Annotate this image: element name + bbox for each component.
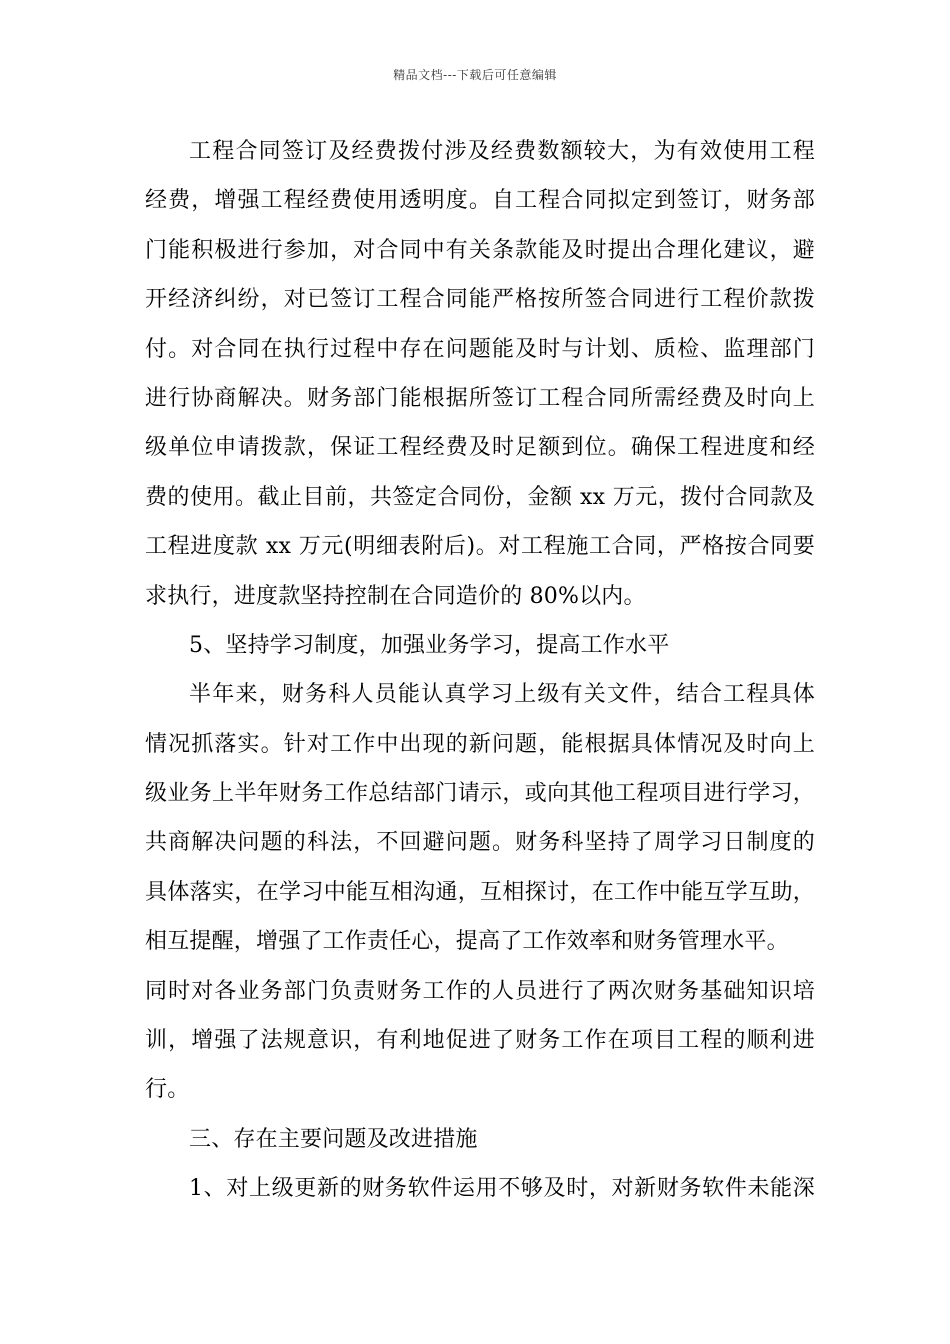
text-line: 训，增强了法规意识，有利地促进了财务工作在项目工程的顺利进 [145,1028,815,1054]
text-line: 同时对各业务部门负责财务工作的人员进行了两次财务基础知识培 [145,978,815,1004]
text-line: 级单位申请拨款，保证工程经费及时足额到位。确保工程进度和经 [145,435,815,461]
text-line: 三、存在主要问题及改进措施 [189,1126,478,1152]
text-line: 开经济纠纷，对已签订工程合同能严格按所签合同进行工程价款拨 [145,287,815,313]
text-line: 工程合同签订及经费拨付涉及经费数额较大，为有效使用工程 [189,139,815,164]
page-header: 精品文档---下载后可任意编辑 [393,68,557,82]
text-line: 求执行，进度款坚持控制在合同造价的 80%以内。 [145,583,646,609]
text-line: 半年来，财务科人员能认真学习上级有关文件，结合工程具体 [189,682,815,708]
text-line: 行。 [145,1077,190,1103]
text-line: 级业务上半年财务工作总结部门请示，或向其他工程项目进行学习， [145,781,815,807]
text-line: 情况抓落实。针对工作中出现的新问题，能根据具体情况及时向上 [145,731,815,757]
text-line: 共商解决问题的科法，不回避问题。财务科坚持了周学习日制度的 [145,830,815,856]
text-line: 相互提醒，增强了工作责任心，提高了工作效率和财务管理水平。 [145,929,789,955]
text-line: 1、对上级更新的财务软件运用不够及时，对新财务软件未能深 [189,1176,815,1202]
document-body [145,127,815,1214]
text-line: 费的使用。截止目前，共签定合同份，金额 xx 万元，拨付合同款及 [145,484,815,510]
text-line: 工程进度款 xx 万元(明细表附后)。对工程施工合同，严格按合同要 [145,534,815,560]
text-line: 经费，增强工程经费使用透明度。自工程合同拟定到签订，财务部 [145,188,815,214]
text-line: 进行协商解决。财务部门能根据所签订工程合同所需经费及时向上 [145,385,815,411]
text-line: 门能积极进行参加，对合同中有关条款能及时提出合理化建议，避 [145,237,815,263]
text-line: 付。对合同在执行过程中存在问题能及时与计划、质检、监理部门 [145,336,815,362]
text-line: 5、坚持学习制度，加强业务学习，提高工作水平 [189,632,670,658]
text-line: 具体落实，在学习中能互相沟通，互相探讨，在工作中能互学互助， [145,879,815,905]
